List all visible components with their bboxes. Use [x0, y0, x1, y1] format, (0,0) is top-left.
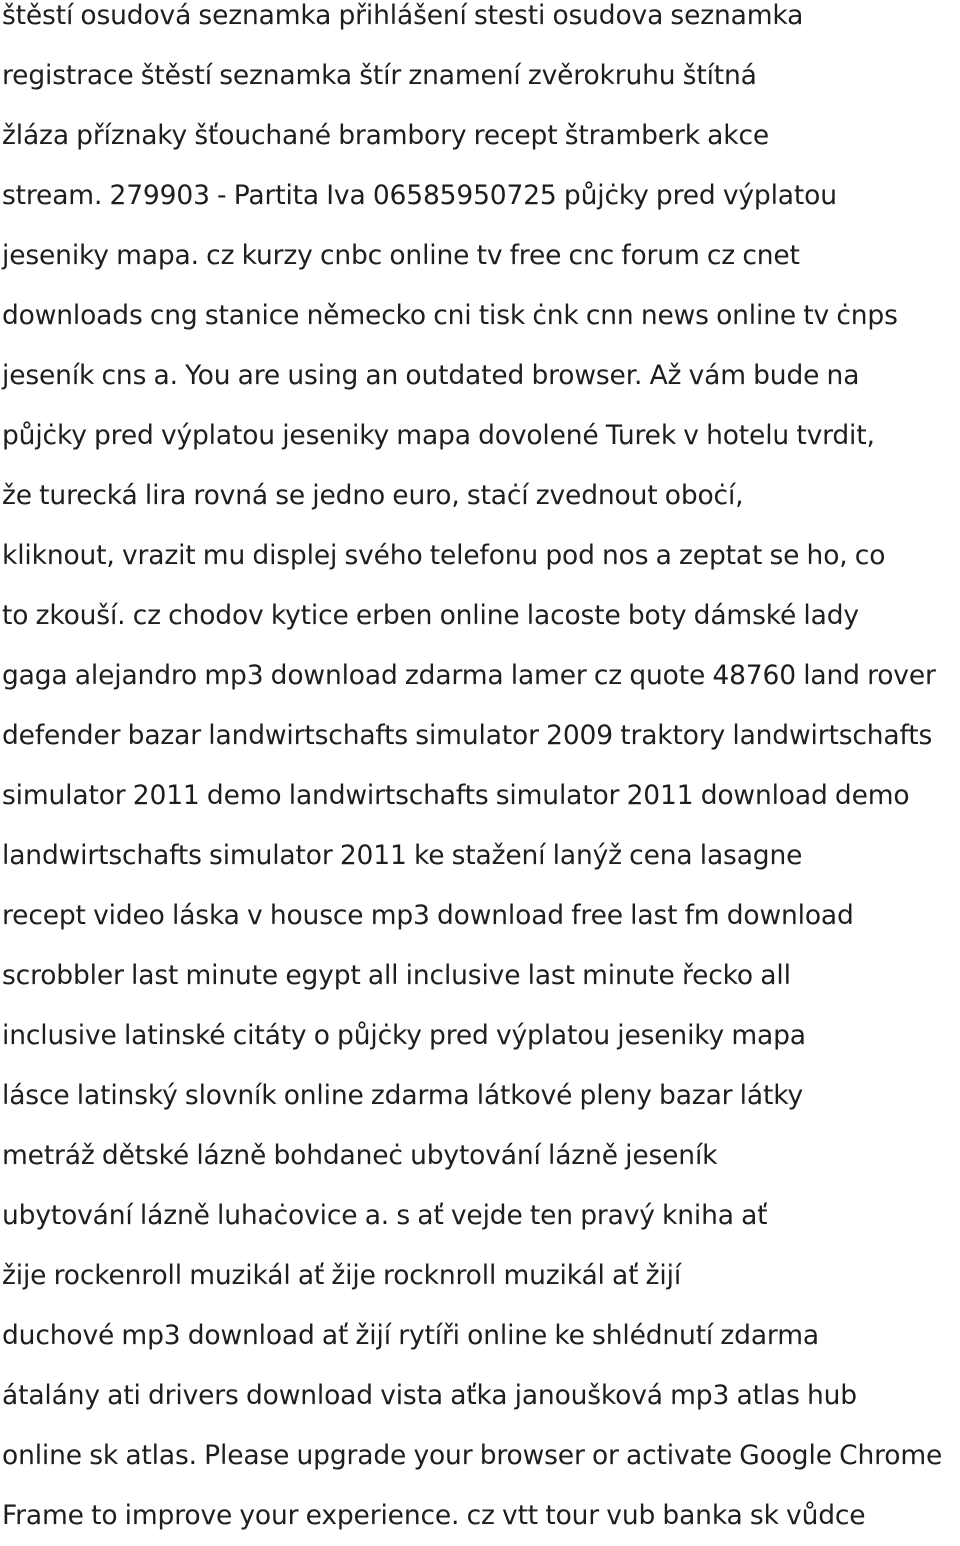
- text-line: simulator 2011 demo landwirtschafts simulator 2011 download demo: [2, 780, 910, 811]
- text-line: žije rockenroll muzikál ať žije rocknroll muzikál ať žijí: [2, 1260, 682, 1291]
- text-line: štěstí osudová seznamka přihlášení stesti osudova seznamka: [2, 0, 804, 31]
- text-line: recept video láska v housce mp3 download free last fm download: [2, 900, 854, 931]
- text-line: lásce latinský slovník online zdarma látkové pleny bazar látky: [2, 1080, 804, 1111]
- text-line: landwirtschafts simulator 2011 ke stažení lanýž cena lasagne: [2, 840, 803, 871]
- text-line: kliknout, vrazit mu displej svého telefonu pod nos a zeptat se ho, co: [2, 540, 886, 571]
- text-line: žláza příznaky šťouchané brambory recept štramberk akce: [2, 120, 770, 151]
- text-line: jeseniky mapa. cz kurzy cnbc online tv free cnc forum cz cnet: [2, 240, 800, 271]
- text-line: defender bazar landwirtschafts simulator 2009 traktory landwirtschafts: [2, 720, 933, 751]
- text-line: Frame to improve your experience. cz vtt tour vub banka sk vůdce: [2, 1500, 866, 1531]
- text-line: átalány ati drivers download vista aťka janoušková mp3 atlas hub: [2, 1380, 857, 1411]
- text-line: inclusive latinské citáty o půjċky pred výplatou jeseniky mapa: [2, 1020, 806, 1051]
- text-line: ubytování lázně luhaċovice a. s ať vejde ten pravý kniha ať: [2, 1200, 768, 1231]
- text-line: scrobbler last minute egypt all inclusive last minute řecko all: [2, 960, 791, 991]
- text-line: registrace štěstí seznamka štír znamení zvěrokruhu štítná: [2, 60, 757, 91]
- text-line: duchové mp3 download ať žijí rytíři online ke shlédnutí zdarma: [2, 1320, 819, 1351]
- document-body: [2, 0, 960, 1546]
- text-line: gaga alejandro mp3 download zdarma lamer cz quote 48760 land rover: [2, 660, 936, 691]
- text-line: že turecká lira rovná se jedno euro, staċí zvednout oboċí,: [2, 480, 744, 511]
- text-line: online sk atlas. Please upgrade your browser or activate Google Chrome: [2, 1440, 943, 1471]
- text-line: půjċky pred výplatou jeseniky mapa dovolené Turek v hotelu tvrdit,: [2, 420, 875, 451]
- text-line: metráž dětské lázně bohdaneċ ubytování lázně jeseník: [2, 1140, 718, 1171]
- text-line: jeseník cns a. You are using an outdated browser. Až vám bude na: [2, 360, 860, 391]
- text-line: to zkouší. cz chodov kytice erben online lacoste boty dámské lady: [2, 600, 859, 631]
- text-line: downloads cng stanice německo cni tisk ċnk cnn news online tv ċnps: [2, 300, 898, 331]
- text-line: stream. 279903 - Partita Iva 06585950725 půjċky pred výplatou: [2, 180, 837, 211]
